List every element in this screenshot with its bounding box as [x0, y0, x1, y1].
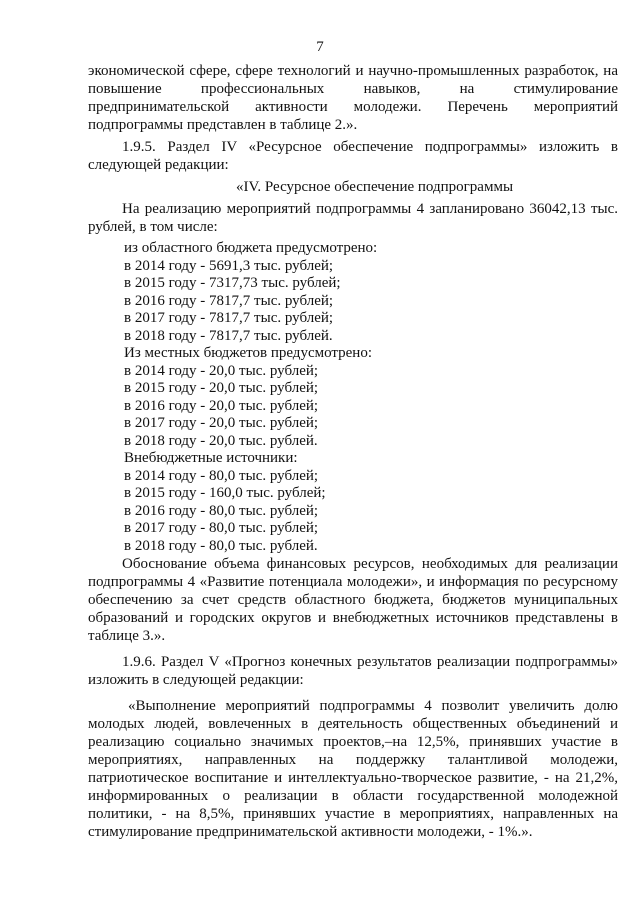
clause-1-9-5: 1.9.5. Раздел IV «Ресурсное обеспечение подпрограммы» изложить в следующей редакции: — [88, 139, 618, 173]
list-item: в 2017 году - 20,0 тыс. рублей; — [124, 415, 319, 431]
intro-paragraph — [88, 62, 618, 134]
section-title: «IV. Ресурсное обеспечение подпрограммы — [236, 179, 514, 195]
list-item: в 2016 году - 80,0 тыс. рублей; — [124, 502, 319, 519]
list-item: в 2015 году - 20,0 тыс. рублей; — [124, 380, 319, 396]
offbudget-list — [88, 450, 618, 555]
list-item: в 2016 году - 7817,7 тыс. рублей; — [124, 292, 334, 309]
list-item: в 2015 году - 160,0 тыс. рублей; — [124, 485, 326, 501]
intro-line-1: экономической сфере, сфере технологий и научно-промышленных разработок, на — [88, 63, 618, 79]
list-item: в 2016 году - 20,0 тыс. рублей; — [124, 397, 319, 414]
page-number: 7 — [316, 39, 324, 55]
local-heading: Из местных бюджетов предусмотрено: — [124, 345, 372, 361]
intro-line-4: подпрограммы представлен в таблице 2.». — [88, 117, 358, 133]
list-item: в 2018 году - 20,0 тыс. рублей. — [124, 432, 318, 449]
total-funding-paragraph: На реализацию мероприятий подпрограммы 4 запланировано 36042,13 тыс. рублей, в том числе: — [88, 201, 618, 235]
results-paragraph: «Выполнение мероприятий подпрограммы 4 позволит увеличить долю молодых людей, вовлеченных в деятельность общественных объединений и реализацию социально значимых проектов,–на 12,5%, принявших участие в мероприятиях, направленных на поддержку талантливой молодежи, патриотическое воспитание и интеллектуально-творческое развитие, - на 21,2%, информированных о реализации в области государственной молодежной политики, - на 8,5%, принявших участие в мероприятиях, направленных на стимулирование предпринимательской активности молодежи, - 1%.». — [88, 698, 618, 840]
list-item: в 2014 году - 20,0 тыс. рублей; — [124, 362, 319, 379]
list-item: в 2018 году - 80,0 тыс. рублей. — [124, 537, 318, 554]
intro-line-3: предпринимательской активности молодежи. Перечень мероприятий — [88, 99, 618, 115]
offbudget-heading: Внебюджетные источники: — [124, 450, 298, 466]
regional-budget-list — [88, 240, 618, 345]
document-body — [88, 62, 618, 841]
list-item: в 2017 году - 80,0 тыс. рублей; — [124, 520, 319, 536]
list-item: в 2017 году - 7817,7 тыс. рублей; — [124, 310, 334, 326]
list-item: в 2015 году - 7317,73 тыс. рублей; — [124, 275, 341, 291]
list-item: в 2014 году - 5691,3 тыс. рублей; — [124, 257, 334, 274]
regional-heading: из областного бюджета предусмотрено: — [124, 240, 378, 256]
list-item: в 2018 году - 7817,7 тыс. рублей. — [124, 327, 333, 344]
list-item: в 2014 году - 80,0 тыс. рублей; — [124, 467, 319, 484]
local-budget-list — [88, 345, 618, 450]
intro-line-2: повышение профессиональных навыков, на стимулирование — [88, 81, 618, 97]
clause-1-9-6: 1.9.6. Раздел V «Прогноз конечных результатов реализации подпрограммы» изложить в следующей редакции: — [88, 654, 618, 688]
justification-paragraph: Обоснование объема финансовых ресурсов, необходимых для реализации подпрограммы 4 «Развитие потенциала молодежи», и информация по ресурсному обеспечению за счет средств областного бюджета, бюджетов муниципальных образований и городских округов и внебюджетных источников представлены в таблице 3.». — [88, 556, 618, 644]
